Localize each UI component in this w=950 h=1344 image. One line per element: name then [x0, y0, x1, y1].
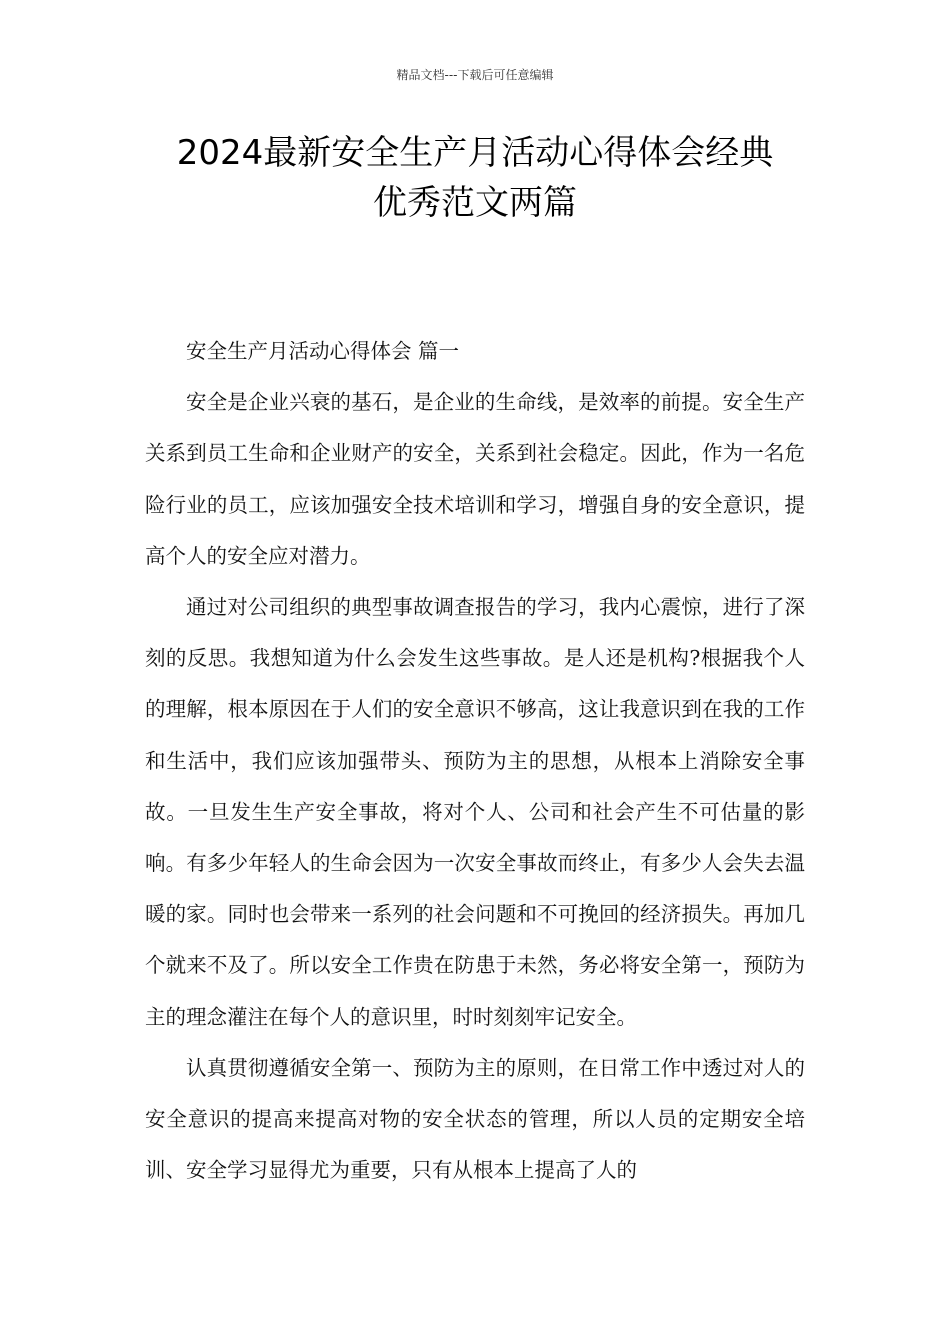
- page-header: 精品文档---下载后可任意编辑: [396, 68, 554, 82]
- document-title: [100, 128, 850, 228]
- title-line-2: 优秀范文两篇: [373, 183, 577, 223]
- section-heading: 安全生产月活动心得体会 篇一: [186, 339, 460, 363]
- paragraph: 安全是企业兴衰的基石，是企业的生命线，是效率的前提。安全生产关系到员工生命和企业财产的安全，关系到社会稳定。因此，作为一名危险行业的员工，应该加强安全技术培训和学习，增强自身的安全意识，提高个人的安全应对潜力。: [145, 390, 805, 568]
- paragraph: 认真贯彻遵循安全第一、预防为主的原则，在日常工作中透过对人的安全意识的提高来提高对物的安全状态的管理，所以人员的定期安全培训、安全学习显得尤为重要，只有从根本上提高了人的: [145, 1055, 805, 1183]
- paragraph: 通过对公司组织的典型事故调查报告的学习，我内心震惊，进行了深刻的反思。我想知道为什么会发生这些事故。是人还是机构?根据我个人的理解，根本原因在于人们的安全意识不够高，这让我意识到在我的工作和生活中，我们应该加强带头、预防为主的思想，从根本上消除安全事故。一旦发生生产安全事故，将对个人、公司和社会产生不可估量的影响。有多少年轻人的生命会因为一次安全事故而终止，有多少人会失去温暖的家。同时也会带来一系列的社会问题和不可挽回的经济损失。再加几个就来不及了。所以安全工作贵在防患于未然，务必将安全第一，预防为主的理念灌注在每个人的意识里，时时刻刻牢记安全。: [145, 595, 805, 1029]
- title-line-1: 2024最新安全生产月活动心得体会经典: [176, 133, 774, 173]
- document-body: [145, 326, 805, 1196]
